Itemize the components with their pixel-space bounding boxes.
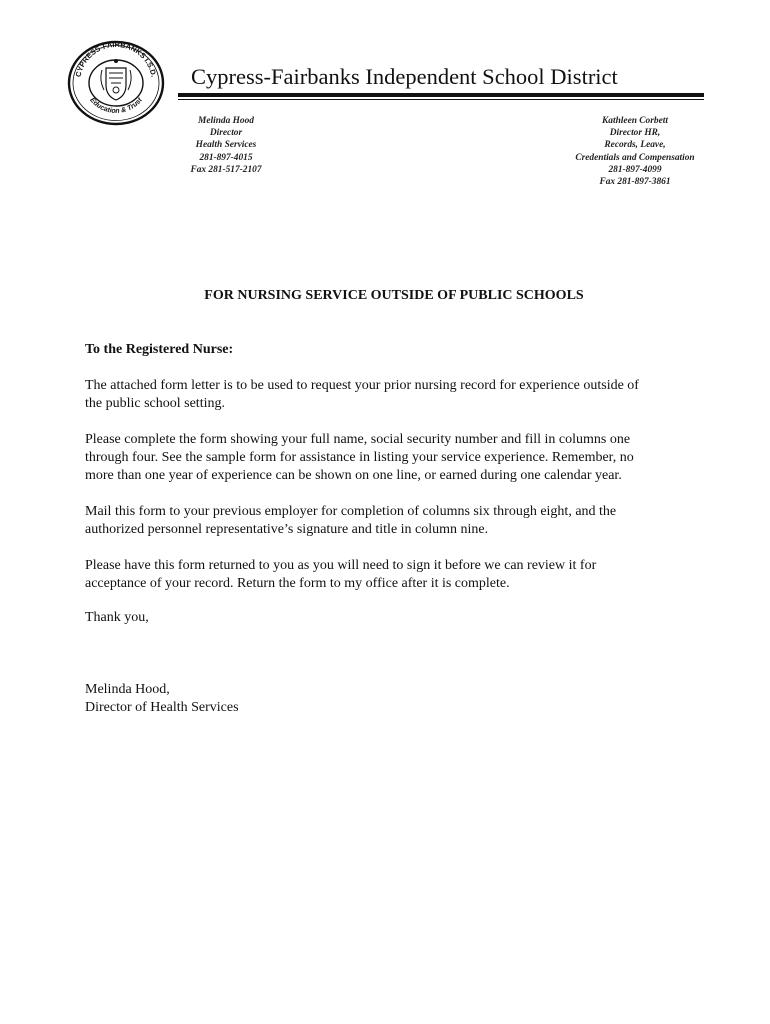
paragraph-line: The attached form letter is to be used to request your prior nursing record for experience outside of — [85, 378, 639, 393]
paragraph-form-purpose — [85, 377, 700, 413]
contact-fax: Fax 281-517-2107 — [190, 164, 262, 175]
paragraph-line: through four. See the sample form for assistance in listing your service experience. Remember, no — [85, 450, 634, 465]
paragraph-line: more than one year of experience can be shown on one line, or earned during one calendar year. — [85, 468, 622, 483]
district-seal-icon — [66, 40, 166, 126]
seal-ring-text-top: CYPRESS-FAIRBANKS I.S.D. — [73, 40, 159, 78]
paragraph-line: acceptance of your record. Return the form to my office after it is complete. — [85, 576, 510, 591]
contact-name: Melinda Hood — [198, 116, 254, 126]
paragraph-line: Please have this form returned to you as you will need to sign it before we can review it for — [85, 558, 597, 573]
header-rule-thick — [178, 93, 704, 97]
paragraph-mailing-instructions — [85, 503, 700, 539]
paragraph-line: authorized personnel representative’s signature and title in column nine. — [85, 522, 489, 537]
contact-department-line: Credentials and Compensation — [575, 152, 695, 163]
contact-fax: Fax 281-897-3861 — [599, 177, 671, 188]
contact-phone: 281-897-4099 — [608, 164, 662, 175]
paragraph-line: Please complete the form showing your full name, social security number and fill in columns one — [85, 432, 631, 447]
signature-name: Melinda Hood, — [85, 682, 170, 697]
paragraph-line: Mail this form to your previous employer for completion of columns six through eight, and the — [85, 504, 617, 519]
district-name: Cypress-Fairbanks Independent School District — [191, 64, 618, 89]
paragraph-return-instructions — [85, 557, 700, 593]
signature-title: Director of Health Services — [85, 700, 239, 715]
seal-ring-text-bottom: Education & Trust — [88, 96, 144, 115]
closing: Thank you, — [85, 610, 149, 625]
contact-department: Health Services — [195, 140, 257, 151]
greeting: To the Registered Nurse: — [85, 342, 234, 357]
contact-block-hr — [540, 115, 730, 188]
header-rule-thin — [178, 99, 704, 100]
contact-name: Kathleen Corbett — [602, 116, 668, 126]
paragraph-completion-instructions — [85, 431, 700, 485]
contact-department-line: Records, Leave, — [604, 140, 666, 151]
contact-block-health-services — [170, 115, 282, 176]
contact-title: Director — [209, 128, 243, 139]
contact-title: Director HR, — [609, 128, 661, 139]
paragraph-line: the public school setting. — [85, 396, 225, 411]
document-heading: FOR NURSING SERVICE OUTSIDE OF PUBLIC SCHOOLS — [204, 288, 584, 303]
contact-phone: 281-897-4015 — [199, 152, 253, 163]
signature-block — [85, 681, 239, 717]
